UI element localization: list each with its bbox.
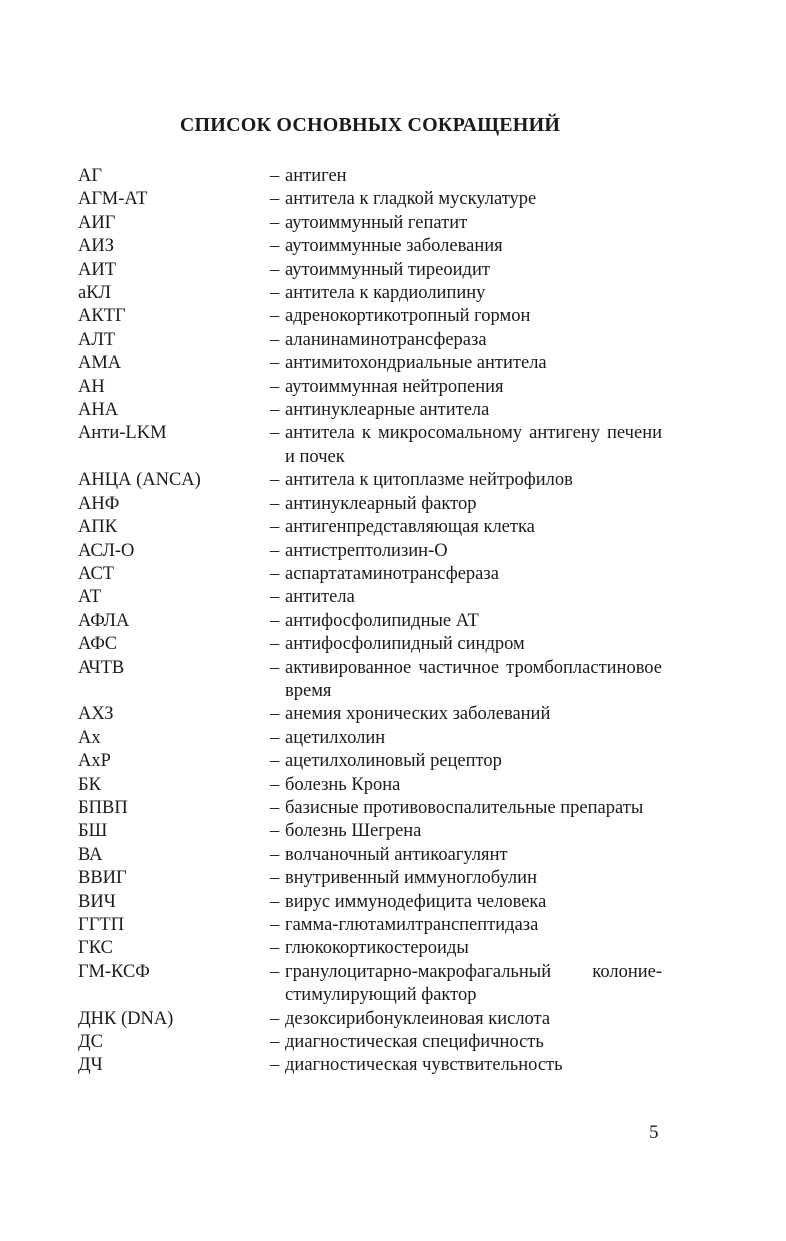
dash-separator: – [270, 727, 280, 748]
dash-separator: – [270, 961, 280, 982]
dash-separator: – [270, 470, 280, 491]
abbreviation-definition [270, 563, 662, 586]
dash-separator: – [270, 329, 280, 350]
abbreviation-term: АИГ [78, 212, 116, 233]
abbreviation-term: АГМ-АТ [78, 189, 148, 210]
abbreviation-entry [78, 961, 662, 1008]
abbreviation-term: ДС [78, 1032, 103, 1053]
abbreviation-term: Ах [78, 727, 101, 748]
dash-separator: – [270, 540, 280, 561]
abbreviation-term: ГГТП [78, 915, 125, 935]
dash-separator: – [270, 657, 280, 678]
abbreviation-definition [270, 633, 662, 656]
abbreviation-definition [270, 282, 662, 305]
abbreviation-definition [270, 937, 662, 960]
abbreviation-definition [270, 352, 662, 375]
dash-separator: – [270, 1055, 280, 1076]
abbreviation-entry [78, 469, 662, 492]
abbreviation-entry [78, 1054, 662, 1077]
definition-text: диагностическая специфичность [285, 1032, 544, 1053]
abbreviation-term: АСТ [78, 563, 115, 584]
abbreviation-entry [78, 282, 662, 305]
definition-text: дезоксирибонуклеиновая кислота [285, 1008, 551, 1029]
abbreviation-term: АИТ [78, 259, 117, 280]
dash-separator: – [270, 400, 280, 421]
abbreviation-entry [78, 586, 662, 609]
abbreviation-entry [78, 259, 662, 282]
definition-text: антитела к цитоплазме нейтрофилов [285, 470, 573, 491]
definition-text: ацетилхолиновый рецептор [285, 751, 502, 772]
abbreviation-entry [78, 1008, 662, 1031]
abbreviation-definition [270, 376, 662, 399]
definition-text: антиген [285, 166, 347, 186]
abbreviation-term: АСЛ-О [78, 540, 135, 561]
abbreviation-term: ГМ-КСФ [78, 961, 150, 982]
dash-separator: – [270, 891, 280, 912]
abbreviation-definition [270, 961, 662, 1008]
abbreviation-entry [78, 563, 662, 586]
dash-separator: – [270, 166, 280, 186]
abbreviation-entry [78, 422, 662, 469]
abbreviation-entry [78, 703, 662, 726]
abbreviation-entry [78, 820, 662, 843]
abbreviation-term: АМА [78, 353, 122, 374]
abbreviation-term: АЛТ [78, 329, 116, 350]
abbreviation-entry [78, 797, 662, 820]
abbreviation-entry [78, 540, 662, 563]
definition-text: адренокортикотропный гормон [285, 306, 531, 327]
dash-separator: – [270, 821, 280, 842]
abbreviation-term: АЧТВ [78, 657, 125, 678]
abbreviation-entry [78, 774, 662, 797]
abbreviation-entry [78, 914, 662, 937]
abbreviation-definition [270, 305, 662, 328]
dash-separator: – [270, 423, 280, 444]
abbreviation-entry [78, 188, 662, 211]
abbreviation-term: ВВИГ [78, 868, 127, 889]
abbreviation-definition [270, 422, 662, 469]
definition-text: антитела к гладкой мускулатуре [285, 189, 537, 210]
definition-text: аутоиммунная нейтропения [285, 376, 504, 397]
abbreviation-definition [270, 774, 662, 797]
definition-text: диагностическая чувствительность [285, 1055, 563, 1076]
dash-separator: – [270, 610, 280, 631]
abbreviation-term: ГКС [78, 938, 113, 959]
definition-text: аутоиммунный гепатит [285, 212, 468, 233]
abbreviation-definition [270, 469, 662, 492]
abbreviation-entry [78, 212, 662, 235]
abbreviation-definition [270, 235, 662, 258]
abbreviation-list [78, 165, 662, 1078]
dash-separator: – [270, 493, 280, 514]
dash-separator: – [270, 751, 280, 772]
dash-separator: – [270, 587, 280, 608]
abbreviation-definition [270, 399, 662, 422]
abbreviation-entry [78, 844, 662, 867]
dash-separator: – [270, 704, 280, 725]
abbreviation-term: ВИЧ [78, 891, 116, 912]
definition-text: волчаночный антикоагулянт [285, 844, 508, 865]
dash-separator: – [270, 212, 280, 233]
dash-separator: – [270, 797, 280, 818]
abbreviation-term: ДЧ [78, 1055, 103, 1076]
abbreviation-entry [78, 329, 662, 352]
definition-text: болезнь Крона [285, 774, 401, 795]
dash-separator: – [270, 283, 280, 304]
abbreviation-definition [270, 867, 662, 890]
abbreviation-definition [270, 610, 662, 633]
definition-text: антитела к микросомальному антигену печени и почек [285, 423, 662, 467]
dash-separator: – [270, 353, 280, 374]
dash-separator: – [270, 189, 280, 210]
abbreviation-definition [270, 750, 662, 773]
abbreviation-term: АхР [78, 751, 111, 772]
abbreviation-entry [78, 610, 662, 633]
dash-separator: – [270, 517, 280, 538]
abbreviation-term: ВА [78, 844, 103, 865]
dash-separator: – [270, 868, 280, 889]
definition-text: вирус иммунодефицита человека [285, 891, 547, 912]
abbreviation-entry [78, 657, 662, 704]
abbreviation-entry [78, 235, 662, 258]
abbreviation-definition [270, 1054, 662, 1077]
abbreviation-definition [270, 540, 662, 563]
abbreviation-entry [78, 633, 662, 656]
abbreviation-entry [78, 399, 662, 422]
abbreviation-term: АИЗ [78, 236, 114, 257]
abbreviation-term: Анти-LKM [78, 423, 167, 444]
abbreviation-term: БК [78, 774, 101, 795]
dash-separator: – [270, 1008, 280, 1029]
definition-text: аутоиммунные заболевания [285, 236, 503, 257]
definition-text: гранулоцитарно-макрофагальный колониестимулирующий фактор [285, 961, 662, 1006]
definition-text: базисные противовоспалительные препараты [285, 797, 644, 818]
abbreviation-definition [270, 891, 662, 914]
abbreviation-definition [270, 914, 662, 937]
definition-text: антитела к кардиолипину [285, 283, 486, 304]
definition-text: анемия хронических заболеваний [285, 704, 551, 725]
definition-text: гамма-глютамилтранспептидаза [285, 915, 539, 935]
dash-separator: – [270, 915, 280, 935]
abbreviation-term: АН [78, 376, 105, 397]
definition-text: болезнь Шегрена [285, 821, 422, 842]
abbreviation-term: АПК [78, 517, 118, 538]
abbreviation-term: БШ [78, 821, 108, 842]
abbreviation-definition [270, 797, 662, 820]
abbreviation-entry [78, 727, 662, 750]
definition-text: антимитохондриальные антитела [285, 353, 547, 374]
abbreviation-entry [78, 305, 662, 328]
abbreviation-definition [270, 1008, 662, 1031]
definition-text: аланинаминотрансфераза [285, 329, 487, 350]
definition-text: активированное частичное тромбопластиновое время [285, 657, 662, 701]
dash-separator: – [270, 563, 280, 584]
abbreviation-term: АФЛА [78, 610, 130, 631]
abbreviation-entry [78, 516, 662, 539]
abbreviation-entry [78, 891, 662, 914]
dash-separator: – [270, 634, 280, 655]
definition-text: антифосфолипидный синдром [285, 634, 525, 655]
page-number: 5 [649, 1122, 659, 1143]
dash-separator: – [270, 376, 280, 397]
definition-text: антифосфолипидные АТ [285, 610, 479, 631]
abbreviation-entry [78, 867, 662, 890]
abbreviation-definition [270, 820, 662, 843]
abbreviation-term: ДНК (DNA) [78, 1008, 174, 1029]
page-title: СПИСОК ОСНОВНЫХ СОКРАЩЕНИЙ [179, 114, 561, 136]
abbreviation-entry [78, 937, 662, 960]
abbreviation-definition [270, 516, 662, 539]
abbreviation-term: АФС [78, 634, 118, 655]
dash-separator: – [270, 236, 280, 257]
abbreviation-entry [78, 493, 662, 516]
definition-text: аспартатаминотрансфераза [285, 563, 499, 584]
definition-text: антинуклеарный фактор [285, 493, 477, 514]
definition-text: антитела [285, 587, 355, 608]
dash-separator: – [270, 259, 280, 280]
abbreviation-term: АГ [78, 166, 103, 186]
abbreviation-term: АНА [78, 400, 119, 421]
abbreviation-definition [270, 212, 662, 235]
dash-separator: – [270, 306, 280, 327]
definition-text: глюкокортикостероиды [285, 938, 469, 959]
abbreviation-term: АНЦА (ANCA) [78, 470, 201, 491]
abbreviation-term: АТ [78, 587, 102, 608]
abbreviation-definition [270, 493, 662, 516]
definition-text: антистрептолизин-О [285, 540, 448, 561]
abbreviation-definition [270, 188, 662, 211]
abbreviation-entry [78, 165, 662, 188]
dash-separator: – [270, 774, 280, 795]
abbreviation-term: АКТГ [78, 306, 126, 327]
abbreviation-definition [270, 727, 662, 750]
abbreviation-entry [78, 1031, 662, 1054]
abbreviation-entry [78, 750, 662, 773]
definition-text: ацетилхолин [285, 727, 386, 748]
abbreviation-definition [270, 703, 662, 726]
abbreviation-entry [78, 352, 662, 375]
definition-text: аутоиммунный тиреоидит [285, 259, 490, 280]
abbreviation-definition [270, 329, 662, 352]
abbreviation-definition [270, 844, 662, 867]
dash-separator: – [270, 844, 280, 865]
abbreviation-definition [270, 657, 662, 704]
abbreviation-definition [270, 1031, 662, 1054]
abbreviation-definition [270, 165, 662, 188]
dash-separator: – [270, 1032, 280, 1053]
dash-separator: – [270, 938, 280, 959]
abbreviation-term: АНФ [78, 493, 120, 514]
abbreviation-definition [270, 259, 662, 282]
abbreviation-term: АХЗ [78, 704, 114, 725]
abbreviation-definition [270, 586, 662, 609]
abbreviation-entry [78, 376, 662, 399]
abbreviation-term: БПВП [78, 797, 128, 818]
definition-text: антинуклеарные антитела [285, 400, 490, 421]
definition-text: антигенпредставляющая клетка [285, 517, 535, 538]
definition-text: внутривенный иммуноглобулин [285, 868, 537, 889]
abbreviation-term: аКЛ [78, 283, 112, 304]
